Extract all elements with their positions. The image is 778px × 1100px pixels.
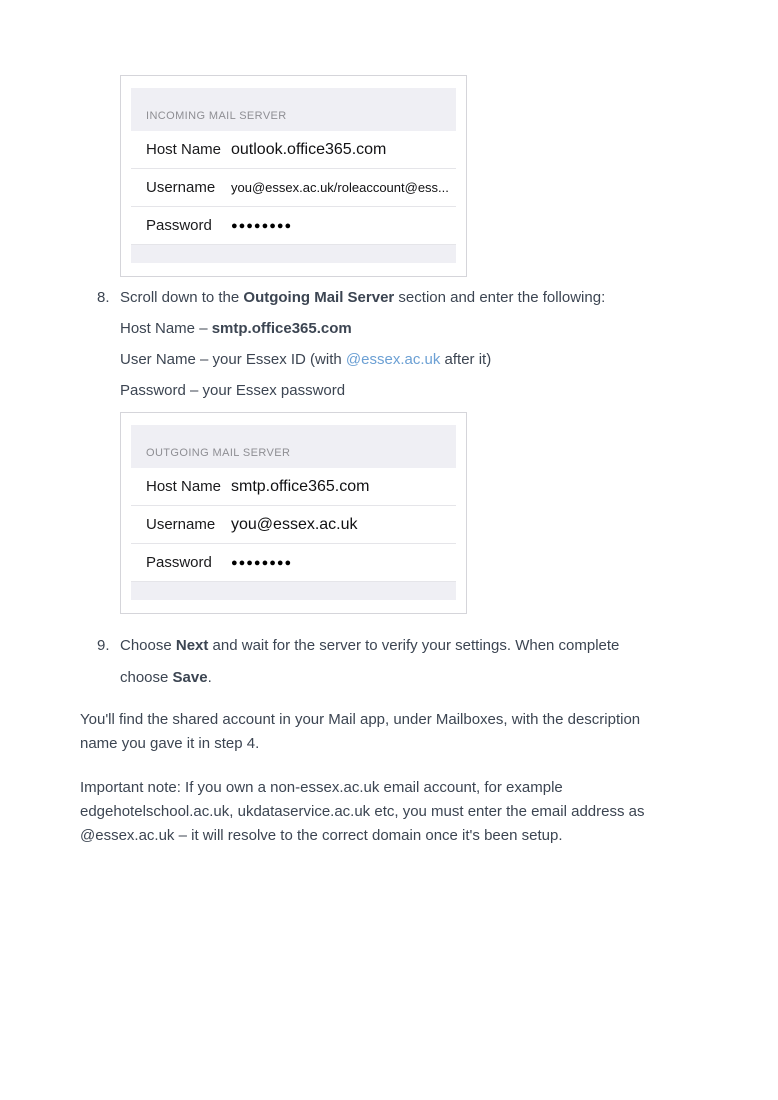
incoming-username-row — [131, 169, 456, 207]
incoming-section-header — [131, 88, 456, 131]
password-value: ●●●●●●●● — [231, 556, 293, 569]
paragraph-mail-app — [80, 708, 640, 756]
step-9-number: 9. — [97, 637, 110, 654]
paragraph-important-note — [80, 776, 644, 848]
step-8-host-pre: Host Name – — [120, 320, 212, 337]
paragraph-important-note-line-3: @essex.ac.uk – it will resolve to the correct domain once it's been setup. — [80, 827, 563, 844]
step-8 — [80, 282, 605, 406]
incoming-section-footer — [131, 245, 456, 263]
step-8-intro-post: section and enter the following: — [394, 289, 606, 306]
outgoing-username-row — [131, 506, 456, 544]
step-8-host-bold: smtp.office365.com — [211, 320, 352, 337]
username-value: you@essex.ac.uk/roleaccount@ess... — [231, 180, 449, 195]
step-9-line1-pre: Choose — [120, 637, 176, 654]
host-name-value: outlook.office365.com — [231, 140, 387, 158]
step-8-intro-bold: Outgoing Mail Server — [243, 289, 395, 306]
screenshot-outgoing-mail-server — [120, 412, 467, 614]
step-8-user-post: after it) — [440, 351, 492, 368]
incoming-password-row — [131, 207, 456, 245]
step-8-intro-pre: Scroll down to the — [120, 289, 244, 306]
outgoing-section-footer — [131, 582, 456, 600]
outgoing-section-header — [131, 425, 456, 468]
essex-email-link[interactable]: @essex.ac.uk — [345, 351, 441, 368]
screenshot-incoming-mail-server — [120, 75, 467, 277]
step-9-line-1 — [80, 630, 619, 662]
paragraph-important-note-line-2: edgehotelschool.ac.uk, ukdataservice.ac.uk etc, you must enter the email address as — [80, 803, 645, 820]
outgoing-section-title: OUTGOING MAIL SERVER — [146, 447, 291, 459]
password-label: Password — [146, 217, 212, 234]
password-label: Password — [146, 554, 212, 571]
step-9-line-2 — [120, 662, 619, 694]
outgoing-host-name-row — [131, 468, 456, 506]
step-9-save-bold: Save — [172, 669, 208, 686]
step-9-line2-post: . — [207, 669, 212, 686]
step-8-host-line — [120, 313, 605, 344]
step-8-user-pre: User Name – your Essex ID (with — [120, 351, 346, 368]
step-9-next-bold: Next — [175, 637, 209, 654]
step-8-intro-line — [80, 282, 605, 313]
step-8-password-line: Password – your Essex password — [120, 382, 346, 399]
host-name-label: Host Name — [146, 141, 222, 158]
password-value: ●●●●●●●● — [231, 219, 293, 232]
host-name-label: Host Name — [146, 478, 222, 495]
paragraph-important-note-line-1: Important note: If you own a non-essex.ac.uk email account, for example — [80, 779, 563, 796]
step-8-user-line — [120, 344, 605, 375]
step-9-line1-post: and wait for the server to verify your settings. When complete — [208, 637, 620, 654]
outgoing-password-row — [131, 544, 456, 582]
step-9-line2-pre: choose — [120, 669, 173, 686]
host-name-value: smtp.office365.com — [231, 477, 370, 495]
step-8-number: 8. — [97, 289, 110, 306]
step-9 — [80, 630, 619, 694]
incoming-host-name-row — [131, 131, 456, 169]
paragraph-mail-app-line-2: name you gave it in step 4. — [80, 735, 260, 752]
username-label: Username — [146, 516, 216, 533]
incoming-section-title: INCOMING MAIL SERVER — [146, 110, 287, 122]
username-label: Username — [146, 179, 216, 196]
paragraph-mail-app-line-1: You'll find the shared account in your Mail app, under Mailboxes, with the description — [80, 711, 641, 728]
username-value: you@essex.ac.uk — [231, 515, 358, 533]
